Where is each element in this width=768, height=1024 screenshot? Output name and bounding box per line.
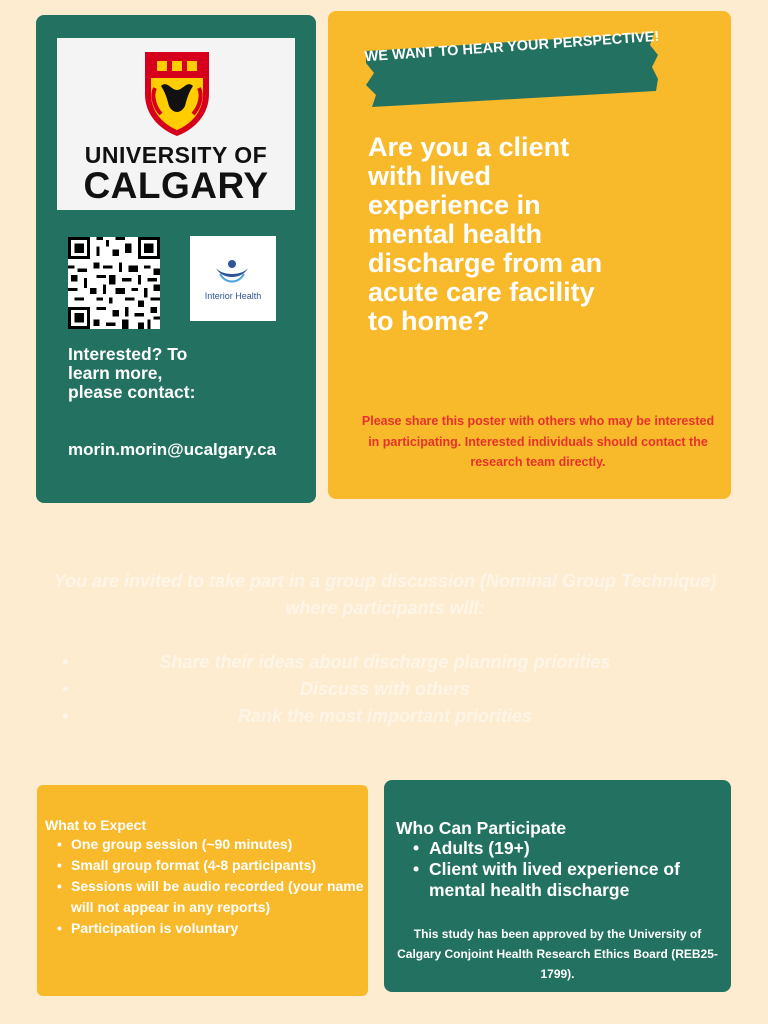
university-name-line1: UNIVERSITY OF xyxy=(84,142,268,168)
perspective-banner xyxy=(364,29,660,107)
university-logo xyxy=(57,38,295,210)
invitation-intro: You are invited to take part in a group discussion (Nominal Group Technique) where participants will: xyxy=(53,571,717,618)
who-can-participate-panel xyxy=(384,780,731,992)
list-item xyxy=(404,859,724,901)
what-to-expect-title: What to Expect xyxy=(45,817,147,833)
university-name-line2: CALGARY xyxy=(83,165,269,206)
share-note: Please share this poster with others who may be interested in participating. Interested individuals should contact the research team directly. xyxy=(361,414,715,469)
interior-health-name: Interior Health xyxy=(204,291,262,301)
invitation-item-text: Share their ideas about discharge planning priorities xyxy=(159,652,611,672)
list-item xyxy=(404,838,724,859)
list-item-text: Participation is voluntary xyxy=(71,920,239,936)
what-to-expect-panel xyxy=(37,785,368,996)
invitation-item-text: Rank the most important priorities xyxy=(237,706,533,726)
bullet-icon: • xyxy=(57,878,62,894)
banner-text: WE WANT TO HEAR YOUR PERSPECTIVE! xyxy=(364,28,660,66)
invitation-section xyxy=(40,568,730,730)
interior-health-logo xyxy=(190,236,276,321)
bullet-icon: • xyxy=(57,857,62,873)
qr-code-icon[interactable] xyxy=(68,237,160,329)
invitation-item-text: Discuss with others xyxy=(299,679,471,699)
bullet-icon: • xyxy=(413,859,420,879)
university-crest-icon xyxy=(141,50,213,138)
headline-panel xyxy=(328,11,731,499)
list-item-text: Sessions will be audio recorded (your name will not appear in any reports) xyxy=(71,878,364,915)
list-item xyxy=(51,855,366,876)
list-item-text: Small group format (4-8 participants) xyxy=(71,857,317,873)
what-to-expect-list xyxy=(51,834,366,939)
bullet-icon: • xyxy=(62,706,69,726)
ethics-approval-note: This study has been approved by the University of Calgary Conjoint Health Research Ethics Board (REB25-1799). xyxy=(397,927,718,981)
list-item-text: One group session (~90 minutes) xyxy=(71,836,293,852)
bullet-icon: • xyxy=(57,836,62,852)
list-item xyxy=(51,834,366,855)
bullet-icon: • xyxy=(57,920,62,936)
invitation-list xyxy=(40,649,730,730)
contact-panel xyxy=(36,15,316,503)
bullet-icon: • xyxy=(62,652,69,672)
contact-prompt: Interested? To learn more, please contact: xyxy=(68,344,196,402)
bullet-icon: • xyxy=(62,679,69,699)
invitation-item xyxy=(40,676,730,703)
headline: Are you a client with lived experience in mental health discharge from an acute care facility to home? xyxy=(368,132,603,336)
bullet-icon: • xyxy=(413,838,420,858)
list-item xyxy=(51,876,366,918)
interior-health-mark-icon xyxy=(212,258,252,286)
invitation-item xyxy=(40,649,730,676)
list-item-text: Client with lived experience of mental health discharge xyxy=(429,859,680,900)
list-item-text: Adults (19+) xyxy=(429,838,530,858)
list-item xyxy=(51,918,366,939)
contact-email-link[interactable]: morin.morin@ucalgary.ca xyxy=(68,440,277,459)
who-can-participate-list xyxy=(404,838,724,901)
invitation-item xyxy=(40,703,730,730)
who-can-participate-title: Who Can Participate xyxy=(396,818,567,838)
